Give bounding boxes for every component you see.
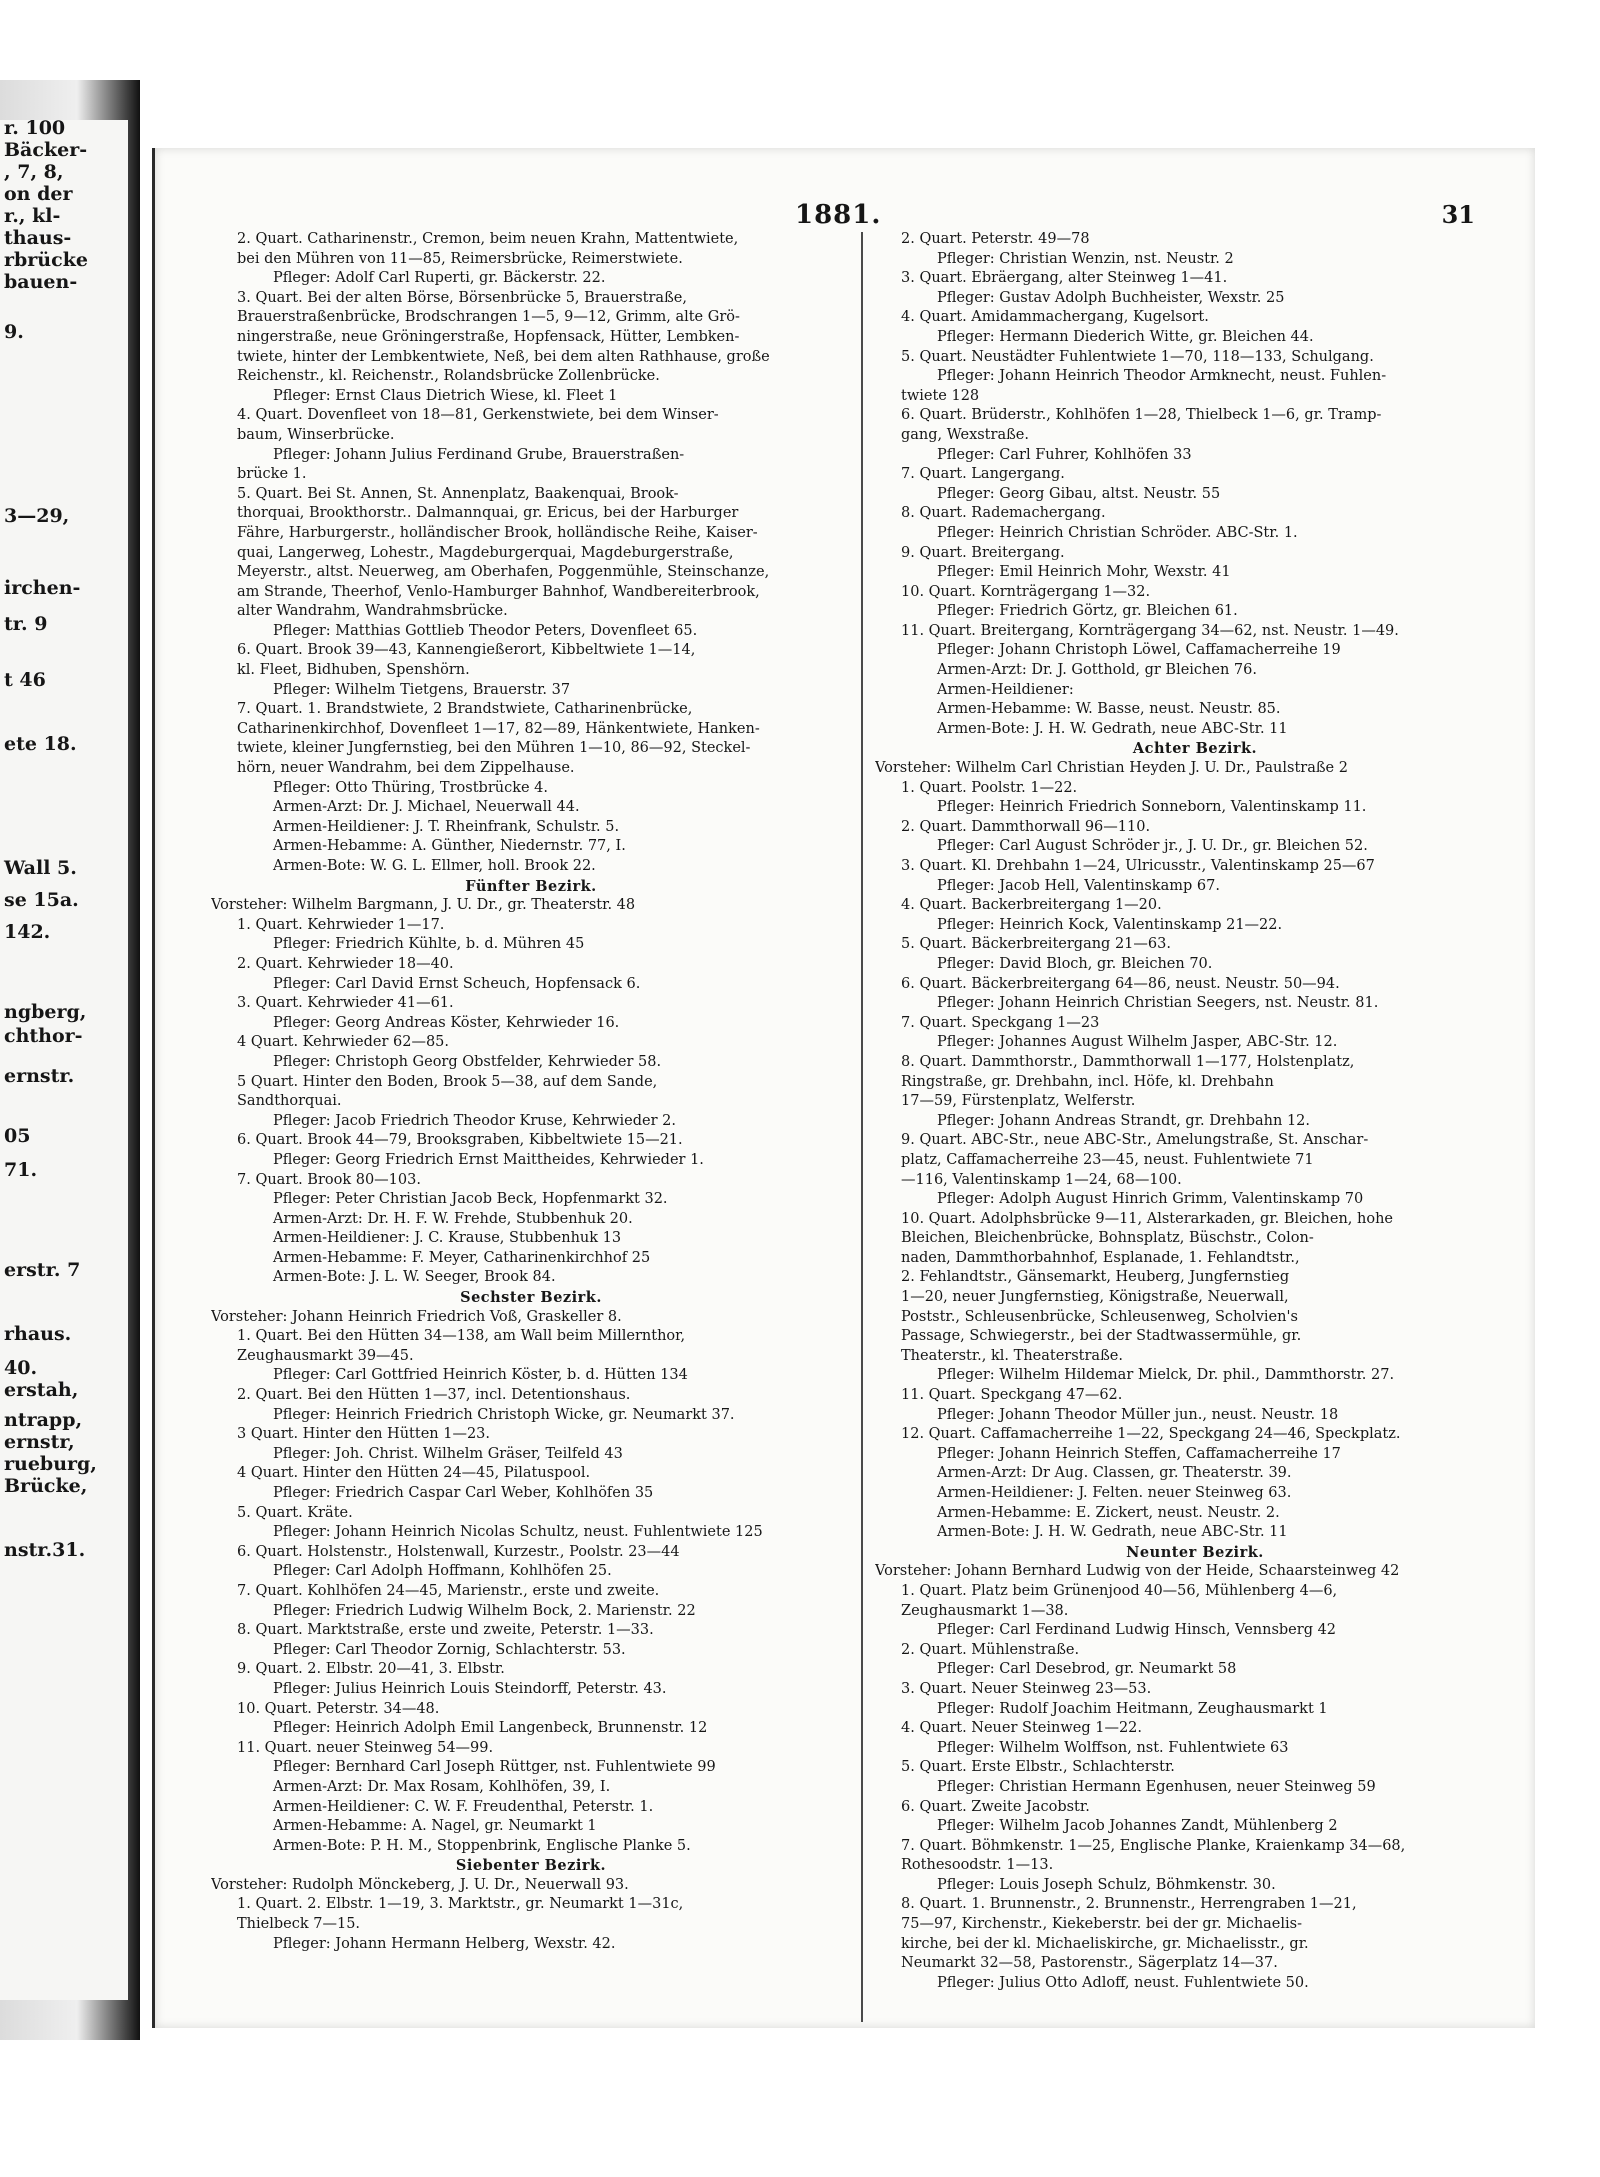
continuation-line: 1—20, neuer Jungfernstieg, Königstraße, Neuerwall, <box>901 1289 1289 1306</box>
poor-relief-staff-line: Armen-Bote: J. H. W. Gedrath, neue ABC-Str. 11 <box>937 720 1288 737</box>
quarter-line: 5. Quart. Kräte. <box>237 1504 353 1521</box>
warden-line: Pfleger: Wilhelm Tietgens, Brauerstr. 37 <box>273 681 571 698</box>
quarter-line: 1. Quart. Platz beim Grünenjood 40—56, Mühlenberg 4—6, <box>901 1582 1338 1599</box>
quarter-line: 6. Quart. Brook 44—79, Brooksgraben, Kibbeltwiete 15—21. <box>237 1132 683 1149</box>
continuation-line: baum, Winserbrücke. <box>237 426 395 443</box>
warden-line: Pfleger: Adolph August Hinrich Grimm, Valentinskamp 70 <box>937 1191 1364 1208</box>
district-chair-line: Vorsteher: Rudolph Mönckeberg, J. U. Dr., Neuerwall 93. <box>211 1876 629 1893</box>
left-column <box>211 230 851 1954</box>
quarter-line: 2. Quart. Bei den Hütten 1—37, incl. Detentionshaus. <box>237 1387 631 1404</box>
previous-page-fragment: 9. <box>4 321 24 343</box>
quarter-line: 7. Quart. 1. Brandstwiete, 2 Brandstwiete, Catharinenbrücke, <box>237 701 693 718</box>
continuation-line: Rothesoodstr. 1—13. <box>901 1857 1054 1874</box>
continuation-line: Bleichen, Bleichenbrücke, Bohnsplatz, Büschstr., Colon- <box>901 1230 1314 1247</box>
poor-relief-staff-line: Armen-Bote: J. H. W. Gedrath, neue ABC-Str. 11 <box>937 1524 1288 1541</box>
previous-page-edge <box>0 117 128 2000</box>
warden-line: Pfleger: Wilhelm Hildemar Mielck, Dr. phil., Dammthorstr. 27. <box>937 1367 1395 1384</box>
continuation-line: Thielbeck 7—15. <box>237 1916 361 1933</box>
warden-line: Pfleger: Louis Joseph Schulz, Böhmkenstr. 30. <box>937 1876 1276 1893</box>
warden-line: Pfleger: David Bloch, gr. Bleichen 70. <box>937 955 1213 972</box>
previous-page-fragment: bauen- <box>4 271 78 293</box>
continuation-line: Catharinenkirchhof, Dovenfleet 1—17, 82—89, Hänkentwiete, Hanken- <box>237 720 760 737</box>
previous-page-fragment: Bäcker- <box>4 139 88 161</box>
continuation-line: brücke 1. <box>237 466 307 483</box>
warden-line: Pfleger: Matthias Gottlieb Theodor Peters, Dovenfleet 65. <box>273 622 698 639</box>
continuation-line: kirche, bei der kl. Michaeliskirche, gr. Michaelisstr., gr. <box>901 1935 1309 1952</box>
quarter-line: 7. Quart. Böhmkenstr. 1—25, Englische Planke, Kraienkamp 34—68, <box>901 1837 1406 1854</box>
warden-line: Pfleger: Peter Christian Jacob Beck, Hopfenmarkt 32. <box>273 1191 668 1208</box>
continuation-line: 17—59, Fürstenplatz, Welferstr. <box>901 1093 1136 1110</box>
warden-line: Pfleger: Johann Christoph Löwel, Caffamacherreihe 19 <box>937 642 1341 659</box>
quarter-line: 9. Quart. 2. Elbstr. 20—41, 3. Elbstr. <box>237 1661 505 1678</box>
quarter-line: 5. Quart. Bei St. Annen, St. Annenplatz, Baakenquai, Brook- <box>237 485 679 502</box>
quarter-line: 8. Quart. Dammthorstr., Dammthorwall 1—177, Holstenplatz, <box>901 1053 1355 1070</box>
continuation-line: Poststr., Schleusenbrücke, Schleusenweg, Scholvien's <box>901 1308 1298 1325</box>
warden-line: Pfleger: Johann Heinrich Nicolas Schultz, neust. Fuhlentwiete 125 <box>273 1524 763 1541</box>
poor-relief-staff-line: Armen-Heildiener: C. W. F. Freudenthal, Peterstr. 1. <box>273 1798 654 1815</box>
warden-line: Pfleger: Carl Desebrod, gr. Neumarkt 58 <box>937 1661 1237 1678</box>
quarter-line: 1. Quart. Kehrwieder 1—17. <box>237 916 445 933</box>
warden-line: Pfleger: Johann Heinrich Christian Seegers, nst. Neustr. 81. <box>937 995 1379 1012</box>
district-heading: Achter Bezirk. <box>1132 740 1258 758</box>
warden-line: Pfleger: Jacob Friedrich Theodor Kruse, Kehrwieder 2. <box>273 1112 677 1129</box>
quarter-line: 6. Quart. Bäckerbreitergang 64—86, neust. Neustr. 50—94. <box>901 975 1340 992</box>
quarter-line: 12. Quart. Caffamacherreihe 1—22, Speckgang 24—46, Speckplatz. <box>901 1426 1401 1443</box>
poor-relief-staff-line: Armen-Arzt: Dr. Max Rosam, Kohlhöfen, 39, I. <box>273 1778 611 1795</box>
warden-line: Pfleger: Friedrich Caspar Carl Weber, Kohlhöfen 35 <box>273 1485 654 1501</box>
poor-relief-staff-line: Armen-Heildiener: J. T. Rheinfrank, Schulstr. 5. <box>273 818 620 835</box>
warden-line: Pfleger: Jacob Hell, Valentinskamp 67. <box>937 877 1220 894</box>
previous-page-fragment: ernstr. <box>4 1065 75 1087</box>
continuation-line: twiete 128 <box>901 387 980 404</box>
quarter-line: 6. Quart. Zweite Jacobstr. <box>901 1798 1090 1815</box>
warden-line: Pfleger: Friedrich Ludwig Wilhelm Bock, 2. Marienstr. 22 <box>273 1602 696 1619</box>
previous-page-fragment: rbrücke <box>4 249 88 271</box>
column-rule <box>861 232 863 2022</box>
quarter-line: 8. Quart. Marktstraße, erste und zweite, Peterstr. 1—33. <box>237 1622 654 1639</box>
quarter-line: 10. Quart. Peterstr. 34—48. <box>237 1700 440 1717</box>
continuation-line: Passage, Schwiegerstr., bei der Stadtwassermühle, gr. <box>901 1328 1302 1345</box>
poor-relief-staff-line: Armen-Heildiener: <box>937 681 1074 698</box>
continuation-line: alter Wandrahm, Wandrahmsbrücke. <box>237 603 508 620</box>
quarter-line: 9. Quart. ABC-Str., neue ABC-Str., Amelungstraße, St. Anschar- <box>901 1132 1369 1149</box>
warden-line: Pfleger: Johann Heinrich Theodor Armknecht, neust. Fuhlen- <box>937 368 1387 385</box>
continuation-line: platz, Caffamacherreihe 23—45, neust. Fuhlentwiete 71 <box>901 1151 1314 1168</box>
previous-page-fragment: on der <box>4 183 73 205</box>
quarter-line: 3. Quart. Ebräergang, alter Steinweg 1—41. <box>901 270 1228 287</box>
quarter-line: 4 Quart. Kehrwieder 62—85. <box>237 1034 450 1051</box>
previous-page-fragment: erstr. 7 <box>4 1259 81 1281</box>
warden-line: Pfleger: Carl Theodor Zornig, Schlachterstr. 53. <box>273 1641 626 1658</box>
previous-page-fragment: tr. 9 <box>4 613 48 635</box>
quarter-line: 7. Quart. Langergang. <box>901 466 1065 483</box>
poor-relief-staff-line: Armen-Bote: W. G. L. Ellmer, holl. Brook 22. <box>273 858 596 874</box>
continuation-line: Zeughausmarkt 39—45. <box>237 1347 414 1364</box>
previous-page-fragment: 05 <box>4 1125 31 1147</box>
previous-page-fragment: r. 100 <box>4 117 66 139</box>
continuation-line: Ringstraße, gr. Drehbahn, incl. Höfe, kl. Drehbahn <box>901 1073 1274 1090</box>
quarter-line: 2. Quart. Mühlenstraße. <box>901 1641 1080 1658</box>
district-heading: Neunter Bezirk. <box>1126 1543 1264 1561</box>
quarter-line: 8. Quart. 1. Brunnenstr., 2. Brunnenstr., Herrengraben 1—21, <box>901 1896 1357 1913</box>
warden-line: Pfleger: Johann Hermann Helberg, Wexstr. 42. <box>273 1935 616 1952</box>
quarter-line: 2. Quart. Dammthorwall 96—110. <box>901 818 1151 835</box>
quarter-line: 3 Quart. Hinter den Hütten 1—23. <box>237 1426 491 1443</box>
quarter-line: 11. Quart. Breitergang, Kornträgergang 34—62, nst. Neustr. 1—49. <box>901 622 1399 639</box>
warden-line: Pfleger: Georg Gibau, altst. Neustr. 55 <box>937 485 1221 502</box>
continuation-line: Theaterstr., kl. Theaterstraße. <box>901 1347 1123 1364</box>
quarter-line: 4. Quart. Neuer Steinweg 1—22. <box>901 1720 1143 1737</box>
quarter-line: 2. Quart. Catharinenstr., Cremon, beim neuen Krahn, Mattentwiete, <box>237 231 739 247</box>
quarter-line: 6. Quart. Holstenstr., Holstenwall, Kurzestr., Poolstr. 23—44 <box>237 1543 680 1560</box>
warden-line: Pfleger: Heinrich Friedrich Sonneborn, Valentinskamp 11. <box>937 799 1367 816</box>
district-heading: Sechster Bezirk. <box>460 1289 602 1307</box>
warden-line: Pfleger: Johann Andreas Strandt, gr. Drehbahn 12. <box>937 1112 1310 1129</box>
continuation-line: am Strande, Theerhof, Venlo-Hamburger Bahnhof, Wandbereiterbrook, <box>237 583 760 600</box>
quarter-line: 2. Quart. Peterstr. 49—78 <box>901 231 1090 247</box>
warden-line: Pfleger: Julius Heinrich Louis Steindorff, Peterstr. 43. <box>273 1680 667 1697</box>
continuation-line: twiete, kleiner Jungfernstieg, bei den Mühren 1—10, 86—92, Steckel- <box>237 740 751 757</box>
warden-line: Pfleger: Carl Adolph Hoffmann, Kohlhöfen 25. <box>273 1563 612 1580</box>
poor-relief-staff-line: Armen-Heildiener: J. Felten. neuer Steinweg 63. <box>937 1485 1292 1501</box>
previous-page-fragment: irchen- <box>4 577 81 599</box>
previous-page-fragment: chthor- <box>4 1025 83 1047</box>
district-chair-line: Vorsteher: Johann Bernhard Ludwig von der Heide, Schaarsteinweg 42 <box>875 1563 1400 1580</box>
warden-line: Pfleger: Carl August Schröder jr., J. U. Dr., gr. Bleichen 52. <box>937 838 1368 855</box>
quarter-line: 4. Quart. Dovenfleet von 18—81, Gerkenstwiete, bei dem Winser- <box>237 407 719 424</box>
warden-line: Pfleger: Carl Gottfried Heinrich Köster, b. d. Hütten 134 <box>273 1367 688 1384</box>
poor-relief-staff-line: Armen-Hebamme: E. Zickert, neust. Neustr. 2. <box>937 1504 1280 1521</box>
poor-relief-staff-line: Armen-Hebamme: F. Meyer, Catharinenkirchhof 25 <box>273 1249 651 1266</box>
warden-line: Pfleger: Emil Heinrich Mohr, Wexstr. 41 <box>937 564 1231 581</box>
continuation-line: Zeughausmarkt 1—38. <box>901 1602 1069 1619</box>
poor-relief-staff-line: Armen-Arzt: Dr. J. Michael, Neuerwall 44. <box>273 799 580 816</box>
poor-relief-staff-line: Armen-Arzt: Dr Aug. Classen, gr. Theaterstr. 39. <box>937 1465 1292 1482</box>
quarter-line: 5. Quart. Erste Elbstr., Schlachterstr. <box>901 1759 1175 1776</box>
warden-line: Pfleger: Heinrich Friedrich Christoph Wicke, gr. Neumarkt 37. <box>273 1406 735 1423</box>
poor-relief-staff-line: Armen-Bote: P. H. M., Stoppenbrink, Englische Planke 5. <box>273 1837 691 1854</box>
quarter-line: 1. Quart. 2. Elbstr. 1—19, 3. Marktstr., gr. Neumarkt 1—31c, <box>237 1896 684 1913</box>
quarter-line: 1. Quart. Bei den Hütten 34—138, am Wall beim Millernthor, <box>237 1328 686 1345</box>
scan-top-margin <box>0 0 1600 70</box>
poor-relief-staff-line: Armen-Hebamme: A. Günther, Niedernstr. 77, I. <box>273 838 626 855</box>
warden-line: Pfleger: Johann Heinrich Steffen, Caffamacherreihe 17 <box>937 1445 1341 1462</box>
warden-line: Pfleger: Gustav Adolph Buchheister, Wexstr. 25 <box>937 289 1285 306</box>
warden-line: Pfleger: Adolf Carl Ruperti, gr. Bäckerstr. 22. <box>273 270 606 287</box>
warden-line: Pfleger: Heinrich Kock, Valentinskamp 21—22. <box>937 916 1283 933</box>
warden-line: Pfleger: Friedrich Kühlte, b. d. Mühren 45 <box>273 936 585 953</box>
directory-page <box>152 148 1535 2028</box>
continuation-line: ningerstraße, neue Gröningerstraße, Hopfensack, Hütter, Lembken- <box>237 328 740 345</box>
continuation-line: Neumarkt 32—58, Pastorenstr., Sägerplatz 14—37. <box>901 1955 1278 1972</box>
warden-line: Pfleger: Johannes August Wilhelm Jasper, ABC-Str. 12. <box>937 1034 1338 1051</box>
warden-line: Pfleger: Georg Andreas Köster, Kehrwieder 16. <box>273 1014 620 1031</box>
quarter-line: 3. Quart. Kehrwieder 41—61. <box>237 995 454 1012</box>
district-chair-line: Vorsteher: Wilhelm Carl Christian Heyden J. U. Dr., Paulstraße 2 <box>875 760 1348 777</box>
previous-page-fragment: rueburg, <box>4 1453 97 1475</box>
continuation-line: kl. Fleet, Bidhuben, Spenshörn. <box>237 662 470 679</box>
previous-page-fragment: erstah, <box>4 1379 79 1401</box>
continuation-line: hörn, neuer Wandrahm, bei dem Zippelhause. <box>237 760 575 777</box>
poor-relief-staff-line: Armen-Arzt: Dr. J. Gotthold, gr Bleichen 76. <box>937 662 1257 679</box>
previous-page-fragment: ernstr, <box>4 1431 75 1453</box>
quarter-line: 6. Quart. Brook 39—43, Kannengießerort, Kibbeltwiete 1—14, <box>237 642 696 659</box>
quarter-line: 6. Quart. Brüderstr., Kohlhöfen 1—28, Thielbeck 1—6, gr. Tramp- <box>901 407 1382 424</box>
previous-page-fragment: Wall 5. <box>4 857 77 879</box>
warden-line: Pfleger: Ernst Claus Dietrich Wiese, kl. Fleet 1 <box>273 387 618 404</box>
warden-line: Pfleger: Christian Wenzin, nst. Neustr. 2 <box>937 250 1234 267</box>
continuation-line: Sandthorquai. <box>237 1093 342 1110</box>
continuation-line: 2. Fehlandtstr., Gänsemarkt, Heuberg, Jungfernstieg <box>901 1269 1290 1286</box>
previous-page-fragment: ngberg, <box>4 1001 87 1023</box>
page-number: 31 <box>1441 200 1475 229</box>
quarter-line: 9. Quart. Breitergang. <box>901 544 1065 561</box>
warden-line: Pfleger: Julius Otto Adloff, neust. Fuhlentwiete 50. <box>937 1974 1309 1991</box>
quarter-line: 4 Quart. Hinter den Hütten 24—45, Pilatuspool. <box>237 1465 591 1482</box>
district-heading: Siebenter Bezirk. <box>455 1857 607 1875</box>
continuation-line: —116, Valentinskamp 1—24, 68—100. <box>901 1171 1182 1188</box>
poor-relief-staff-line: Armen-Hebamme: W. Basse, neust. Neustr. 85. <box>937 701 1281 718</box>
continuation-line: bei den Mühren von 11—85, Reimersbrücke, Reimerstwiete. <box>237 250 683 267</box>
district-chair-line: Vorsteher: Johann Heinrich Friedrich Voß, Graskeller 8. <box>211 1308 622 1325</box>
continuation-line: 75—97, Kirchenstr., Kiekeberstr. bei der gr. Michaelis- <box>901 1916 1303 1933</box>
warden-line: Pfleger: Carl David Ernst Scheuch, Hopfensack 6. <box>273 975 641 992</box>
warden-line: Pfleger: Joh. Christ. Wilhelm Gräser, Teilfeld 43 <box>273 1445 623 1462</box>
quarter-line: 5 Quart. Hinter den Boden, Brook 5—38, auf dem Sande, <box>237 1073 658 1090</box>
previous-page-fragment: r., kl- <box>4 205 61 227</box>
warden-line: Pfleger: Johann Julius Ferdinand Grube, Brauerstraßen- <box>273 446 685 463</box>
warden-line: Pfleger: Friedrich Görtz, gr. Bleichen 61. <box>937 603 1238 620</box>
poor-relief-staff-line: Armen-Hebamme: A. Nagel, gr. Neumarkt 1 <box>273 1818 597 1835</box>
running-year: 1881. <box>795 200 882 230</box>
warden-line: Pfleger: Christian Hermann Egenhusen, neuer Steinweg 59 <box>937 1778 1376 1795</box>
warden-line: Pfleger: Heinrich Adolph Emil Langenbeck, Brunnenstr. 12 <box>273 1720 708 1737</box>
quarter-line: 4. Quart. Backerbreitergang 1—20. <box>901 897 1162 914</box>
quarter-line: 5. Quart. Bäckerbreitergang 21—63. <box>901 936 1171 953</box>
previous-page-fragment: ete 18. <box>4 733 77 755</box>
right-column <box>875 230 1515 1993</box>
previous-page-fragment: , 7, 8, <box>4 161 64 183</box>
running-head <box>155 200 1535 230</box>
warden-line: Pfleger: Wilhelm Wolffson, nst. Fuhlentwiete 63 <box>937 1739 1289 1756</box>
warden-line: Pfleger: Otto Thüring, Trostbrücke 4. <box>273 779 549 796</box>
warden-line: Pfleger: Christoph Georg Obstfelder, Kehrwieder 58. <box>273 1053 662 1070</box>
continuation-line: Fähre, Harburgerstr., holländischer Brook, holländische Reihe, Kaiser- <box>237 524 758 541</box>
previous-page-fragment: t 46 <box>4 669 46 691</box>
quarter-line: 10. Quart. Kornträgergang 1—32. <box>901 583 1151 600</box>
previous-page-fragment: se 15a. <box>4 889 79 911</box>
warden-line: Pfleger: Rudolf Joachim Heitmann, Zeughausmarkt 1 <box>937 1700 1328 1717</box>
previous-page-fragment: Brücke, <box>4 1475 88 1497</box>
warden-line: Pfleger: Carl Fuhrer, Kohlhöfen 33 <box>937 446 1192 463</box>
poor-relief-staff-line: Armen-Bote: J. L. W. Seeger, Brook 84. <box>273 1269 556 1286</box>
quarter-line: 3. Quart. Neuer Steinweg 23—53. <box>901 1680 1152 1697</box>
quarter-line: 7. Quart. Speckgang 1—23 <box>901 1014 1100 1031</box>
continuation-line: quai, Langerweg, Lohestr., Magdeburgerquai, Magdeburgerstraße, <box>237 544 734 561</box>
previous-page-fragment: 142. <box>4 921 51 943</box>
quarter-line: 4. Quart. Amidammachergang, Kugelsort. <box>901 309 1209 326</box>
quarter-line: 2. Quart. Kehrwieder 18—40. <box>237 955 454 972</box>
quarter-line: 5. Quart. Neustädter Fuhlentwiete 1—70, 118—133, Schulgang. <box>901 348 1374 365</box>
previous-page-fragment: rhaus. <box>4 1323 72 1345</box>
warden-line: Pfleger: Johann Theodor Müller jun., neust. Neustr. 18 <box>937 1406 1339 1423</box>
quarter-line: 11. Quart. Speckgang 47—62. <box>901 1387 1123 1404</box>
poor-relief-staff-line: Armen-Heildiener: J. C. Krause, Stubbenhuk 13 <box>273 1230 622 1247</box>
warden-line: Pfleger: Bernhard Carl Joseph Rüttger, nst. Fuhlentwiete 99 <box>273 1759 716 1776</box>
quarter-line: 3. Quart. Bei der alten Börse, Börsenbrücke 5, Brauerstraße, <box>237 289 687 306</box>
previous-page-fragment: ntrapp, <box>4 1409 83 1431</box>
previous-page-fragment: 40. <box>4 1357 38 1379</box>
quarter-line: 10. Quart. Adolphsbrücke 9—11, Alsterarkaden, gr. Bleichen, hohe <box>901 1210 1393 1227</box>
warden-line: Pfleger: Heinrich Christian Schröder. ABC-Str. 1. <box>937 524 1298 541</box>
quarter-line: 3. Quart. Kl. Drehbahn 1—24, Ulricusstr., Valentinskamp 25—67 <box>901 858 1375 874</box>
warden-line: Pfleger: Wilhelm Jacob Johannes Zandt, Mühlenberg 2 <box>937 1818 1338 1835</box>
continuation-line: Meyerstr., altst. Neuerweg, am Oberhafen, Poggenmühle, Steinschanze, <box>237 564 770 581</box>
quarter-line: 1. Quart. Poolstr. 1—22. <box>901 779 1078 796</box>
continuation-line: Brauerstraßenbrücke, Brodschrangen 1—5, 9—12, Grimm, alte Grö- <box>237 309 740 326</box>
continuation-line: twiete, hinter der Lembkentwiete, Neß, bei dem alten Rathhause, große <box>237 348 770 365</box>
continuation-line: gang, Wexstraße. <box>901 426 1029 443</box>
quarter-line: 11. Quart. neuer Steinweg 54—99. <box>237 1739 494 1756</box>
previous-page-fragment: 3—29, <box>4 505 70 527</box>
previous-page-fragment: nstr.31. <box>4 1539 86 1561</box>
continuation-line: Reichenstr., kl. Reichenstr., Rolandsbrücke Zollenbrücke. <box>237 368 660 385</box>
warden-line: Pfleger: Carl Ferdinand Ludwig Hinsch, Vennsberg 42 <box>937 1622 1337 1639</box>
poor-relief-staff-line: Armen-Arzt: Dr. H. F. W. Frehde, Stubbenhuk 20. <box>273 1210 633 1227</box>
warden-line: Pfleger: Hermann Diederich Witte, gr. Bleichen 44. <box>937 328 1314 345</box>
quarter-line: 7. Quart. Kohlhöfen 24—45, Marienstr., erste und zweite. <box>237 1582 660 1599</box>
quarter-line: 8. Quart. Rademachergang. <box>901 505 1106 522</box>
district-heading: Fünfter Bezirk. <box>465 877 597 895</box>
warden-line: Pfleger: Georg Friedrich Ernst Maittheides, Kehrwieder 1. <box>273 1151 704 1168</box>
previous-page-fragment: 71. <box>4 1159 38 1181</box>
continuation-line: thorquai, Brookthorstr.. Dalmannquai, gr. Ericus, bei der Harburger <box>237 505 739 522</box>
continuation-line: naden, Dammthorbahnhof, Esplanade, 1. Fehlandtstr., <box>901 1249 1300 1266</box>
district-chair-line: Vorsteher: Wilhelm Bargmann, J. U. Dr., gr. Theaterstr. 48 <box>211 897 636 914</box>
quarter-line: 7. Quart. Brook 80—103. <box>237 1171 421 1188</box>
previous-page-fragment: thaus- <box>4 227 72 249</box>
